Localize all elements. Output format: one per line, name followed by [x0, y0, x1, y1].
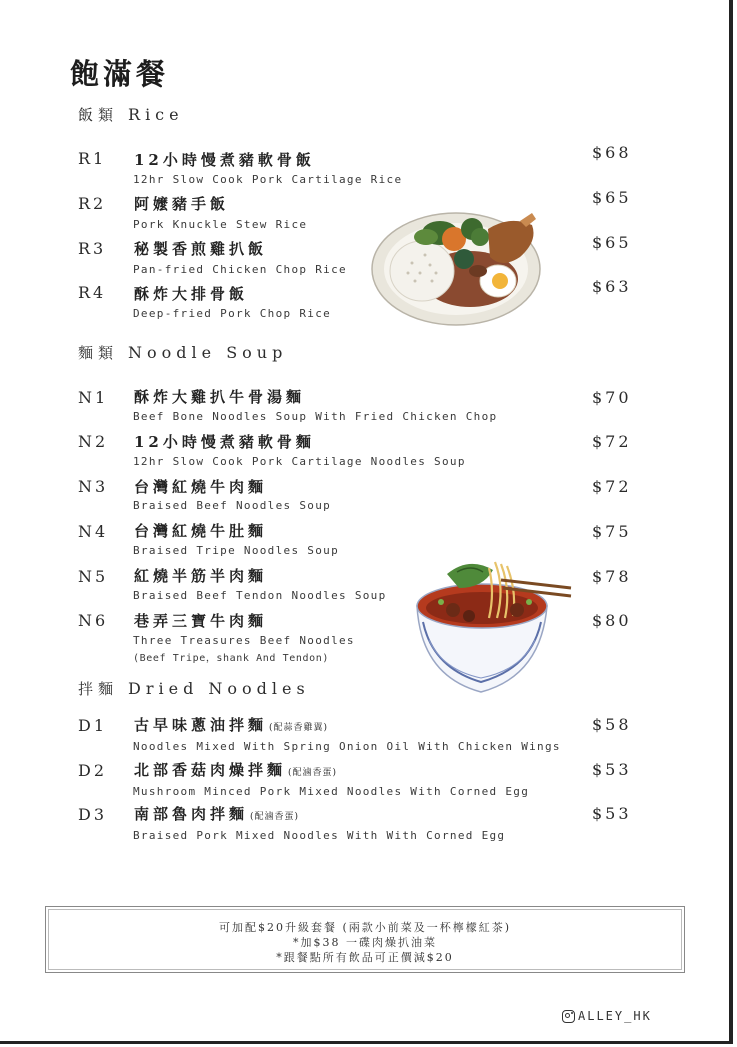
- item-english: Mushroom Minced Pork Mixed Noodles With Corned Egg: [133, 785, 530, 798]
- item-name: 巷弄三寶牛肉麵: [134, 612, 268, 630]
- item-price: $68: [592, 143, 632, 162]
- item-name: 阿嬤豬手飯: [134, 195, 230, 213]
- item-english: 12hr Slow Cook Pork Cartilage Rice: [133, 173, 403, 186]
- item-name: 秘製香煎雞扒飯: [134, 240, 268, 258]
- item-name: 紅燒半筋半肉麵: [134, 567, 268, 585]
- item-english: Braised Pork Mixed Noodles With With Corned Egg: [133, 829, 506, 842]
- item-english: Pan-fried Chicken Chop Rice: [133, 263, 347, 276]
- item-english-note: (Beef Tripe，shank And Tendon): [133, 653, 329, 664]
- item-code: N5: [78, 567, 109, 586]
- item-name: 北部香菇肉燥拌麵 (配滷香蛋): [134, 761, 338, 779]
- item-side-note: (配滷香蛋): [250, 812, 300, 822]
- item-name: 酥炸大排骨飯: [134, 285, 249, 303]
- section-header-dried-noodles: 拌麵 Dried Noodles: [78, 679, 310, 698]
- item-code: N4: [78, 522, 109, 541]
- item-english: Beef Bone Noodles Soup With Fried Chicken Chop: [133, 410, 498, 423]
- item-price: $80: [592, 611, 632, 630]
- item-name: 12小時慢煮豬軟骨飯: [134, 151, 315, 169]
- item-price: $53: [592, 760, 632, 779]
- item-price: $72: [592, 477, 632, 496]
- item-code: R1: [78, 149, 107, 168]
- item-name: 台灣紅燒牛肚麵: [134, 522, 268, 540]
- rice-plate-illustration: [370, 207, 545, 329]
- instagram-icon: [562, 1010, 575, 1023]
- item-side-note: (配蒜香雞翼): [269, 723, 329, 733]
- item-english: Noodles Mixed With Spring Onion Oil With Chicken Wings: [133, 740, 561, 753]
- item-code: D2: [78, 761, 108, 780]
- noodle-bowl-illustration: [413, 558, 573, 698]
- item-name: 酥炸大雞扒牛骨湯麵: [134, 388, 306, 406]
- item-name: 南部魯肉拌麵 (配滷香蛋): [134, 805, 300, 823]
- social-handle[interactable]: [562, 1009, 652, 1023]
- item-code: N6: [78, 611, 109, 630]
- item-code: D1: [78, 716, 108, 735]
- item-code: R4: [78, 283, 107, 302]
- item-name: 台灣紅燒牛肉麵: [134, 478, 268, 496]
- upgrade-line: 可加配$20升級套餐 (兩款小前菜及一杯檸檬紅茶): [218, 921, 512, 934]
- item-price: $53: [592, 804, 632, 823]
- item-english: Braised Beef Noodles Soup: [133, 499, 332, 512]
- addon-line: *加$38 一碟肉燥扒油菜: [293, 936, 437, 949]
- item-price: $58: [592, 715, 632, 734]
- item-code: R2: [78, 194, 107, 213]
- item-code: N3: [78, 477, 109, 496]
- item-price: $72: [592, 432, 632, 451]
- item-price: $75: [592, 522, 632, 541]
- item-english: Deep-fried Pork Chop Rice: [133, 307, 332, 320]
- item-price: $63: [592, 277, 632, 296]
- item-price: $65: [592, 233, 632, 252]
- instagram-handle: ALLEY_HK: [578, 1009, 652, 1023]
- item-price: $78: [592, 567, 632, 586]
- page-title: 飽滿餐: [70, 57, 170, 91]
- set-meal-upgrade-notice: [45, 906, 685, 973]
- item-english: Braised Beef Tendon Noodles Soup: [133, 589, 387, 602]
- item-price: $65: [592, 188, 632, 207]
- item-name: 12小時慢煮豬軟骨麵: [134, 433, 315, 451]
- drink-discount-line: *跟餐點所有飲品可正價減$20: [276, 951, 454, 964]
- section-header-rice: 飯類 Rice: [78, 105, 184, 124]
- item-english: 12hr Slow Cook Pork Cartilage Noodles Soup: [133, 455, 466, 468]
- item-price: $70: [592, 388, 632, 407]
- item-side-note: (配滷香蛋): [288, 768, 338, 778]
- item-code: N1: [78, 388, 109, 407]
- item-code: N2: [78, 432, 109, 451]
- item-english: Braised Tripe Noodles Soup: [133, 544, 339, 557]
- section-header-noodle-soup: 麵類 Noodle Soup: [78, 343, 288, 362]
- item-code: D3: [78, 805, 108, 824]
- item-name: 古早味蔥油拌麵 (配蒜香雞翼): [134, 716, 329, 734]
- item-code: R3: [78, 239, 107, 258]
- item-english: Pork Knuckle Stew Rice: [133, 218, 308, 231]
- item-english: Three Treasures Beef Noodles: [133, 634, 355, 647]
